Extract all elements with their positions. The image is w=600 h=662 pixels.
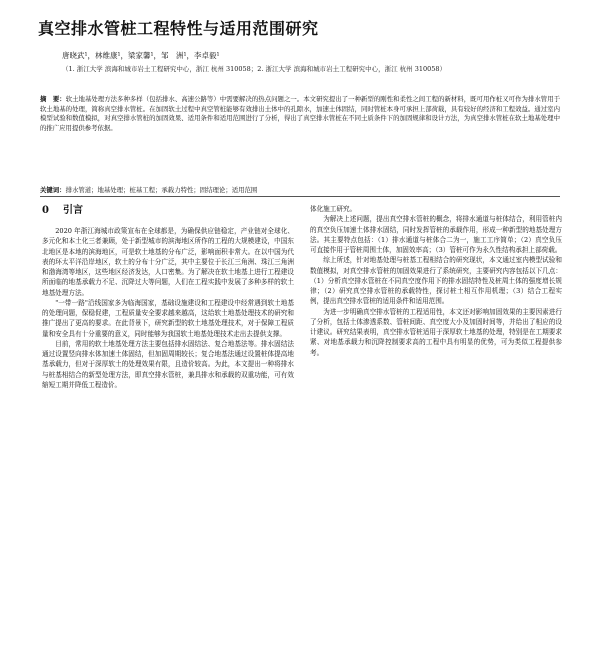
paragraph: 2020 年浙江海城市政策宣布在全球都是，为确保供应链稳定，产业链对全球化、多元化和本土化三者兼顾，处于新型城市的滨海地区所作的工程的大规模建设，中国东北地区是本地的滨海地区，可是软土地基的分布广泛，影响面积非常大。在以中国为代表的环太平洋沿岸地区，软土的分布十分广泛，其中主要位于长江三角洲、珠江三角洲和渤海湾等地区，这些地区经济发达，人口密集。为了解决在软土地基上进行工程建设所面临的地基承载力不足、沉降过大等问题，人们在工程实践中发展了多种多样的软土地基处理方法。 (42, 227, 294, 297)
paragraph: 综上所述，针对地基处理与桩基工程相结合的研究现状，本文通过室内模型试验和数值模拟，对真空排水管桩的加固效果进行了系统研究，主要研究内容包括以下几点：（1）分析真空排水管桩在不同真空度作用下的排水固结特性及桩周土体的强度增长规律；（2）研究真空排水管桩的承载特性，探讨桩土相互作用机理；（3）结合工程实例，提出真空排水管桩的适用条件和适用范围。 (310, 256, 562, 306)
paragraph: 为解决上述问题，提出真空排水管桩的概念，将排水通道与桩体结合，利用管桩内的真空负压加速土体排水固结，同时发挥管桩的承载作用，形成一种新型的地基处理方法。其主要特点包括：（1）排水通道与桩体合二为一，施工工序简单；（2）真空负压可直接作用于管桩周围土体，加固效率高；（3）管桩可作为永久性结构承担上部荷载。 (310, 215, 562, 254)
header-divider (40, 196, 560, 197)
keywords-label: 关键词： (40, 186, 66, 194)
abstract-label: 摘 要： (40, 95, 66, 103)
abstract-text: 软土地基处理方法多种多样（包括排水、高速公路等）中需要解决的热点问题之一。本文研究提出了一种新型的刚性和柔性之间工程的新材料，既可用作桩又可作为排水管用于软土地基的处理，简称真空排水管桩。在加固软土过程中真空管桩能够有效排出土体中的孔隙水，加速土体固结，同时管桩本身可承担上部荷载，具有较好的经济和工程效益。通过室内模型试验和数值模拟，对真空排水管桩的加固效果、适用条件和适用范围进行了分析，得出了真空排水管桩在不同土质条件下的加固规律和设计方法，为真空排水管桩在软土地基处理中的推广应用提供参考依据。 (40, 95, 561, 132)
paragraph: 目前，常用的软土地基处理方法主要包括排水固结法、复合地基法等。排水固结法通过设置竖向排水体加速土体固结，但加固周期较长；复合地基法通过设置桩体提高地基承载力，但对于深厚软土的处理效果有限，且造价较高。为此，本文提出一种将排水与桩基相结合的新型处理方法，即真空排水管桩，兼具排水和承载的双重功能，可有效缩短工期并降低工程造价。 (42, 339, 294, 389)
section-heading (42, 204, 294, 218)
author-list: 唐晓武¹，林维康¹，梁家馨¹，邹 洲¹，李卓毅¹ (62, 51, 220, 60)
keywords-text: 排水管道；地基处理；桩基工程；承载力特性；固结理论；适用范围 (65, 186, 258, 194)
paragraph: 为进一步明确真空排水管桩的工程适用性，本文还对影响加固效果的主要因素进行了分析，包括土体渗透系数、管桩间距、真空度大小及加固时间等，并给出了相应的设计建议。研究结果表明，真空排水管桩适用于深厚软土地基的处理，特别是在工期要求紧、对地基承载力和沉降控制要求高的工程中具有明显的优势，可为类似工程提供参考。 (310, 307, 562, 357)
paragraph: 体化施工研究。 (310, 205, 357, 213)
right-column (310, 204, 562, 358)
paragraph: "一带一路"沿线国家多为临海国家，基础设施建设和工程建设中经常遇到软土地基的处理问题，保稳促建，工程质量安全要求越来越高，这给软土地基处理技术的研究和推广提出了更高的要求。在此背景下，研究新型的软土地基处理技术，对于保障工程质量和安全具有十分重要的意义，同时能够为我国软土地基处理技术走出去提供支撑。 (42, 298, 294, 338)
affiliation: （1. 浙江大学 滨海和城市岩土工程研究中心，浙江 杭州 310058；2. 浙江大学 滨海和城市岩土工程研究中心，浙江 杭州 310058） (62, 65, 447, 73)
left-column (42, 204, 294, 390)
section-number: 0 (42, 205, 49, 216)
paper-title: 真空排水管桩工程特性与适用范围研究 (38, 19, 319, 38)
abstract (40, 95, 560, 133)
keywords (40, 185, 560, 194)
section-title: 引言 (62, 205, 83, 216)
